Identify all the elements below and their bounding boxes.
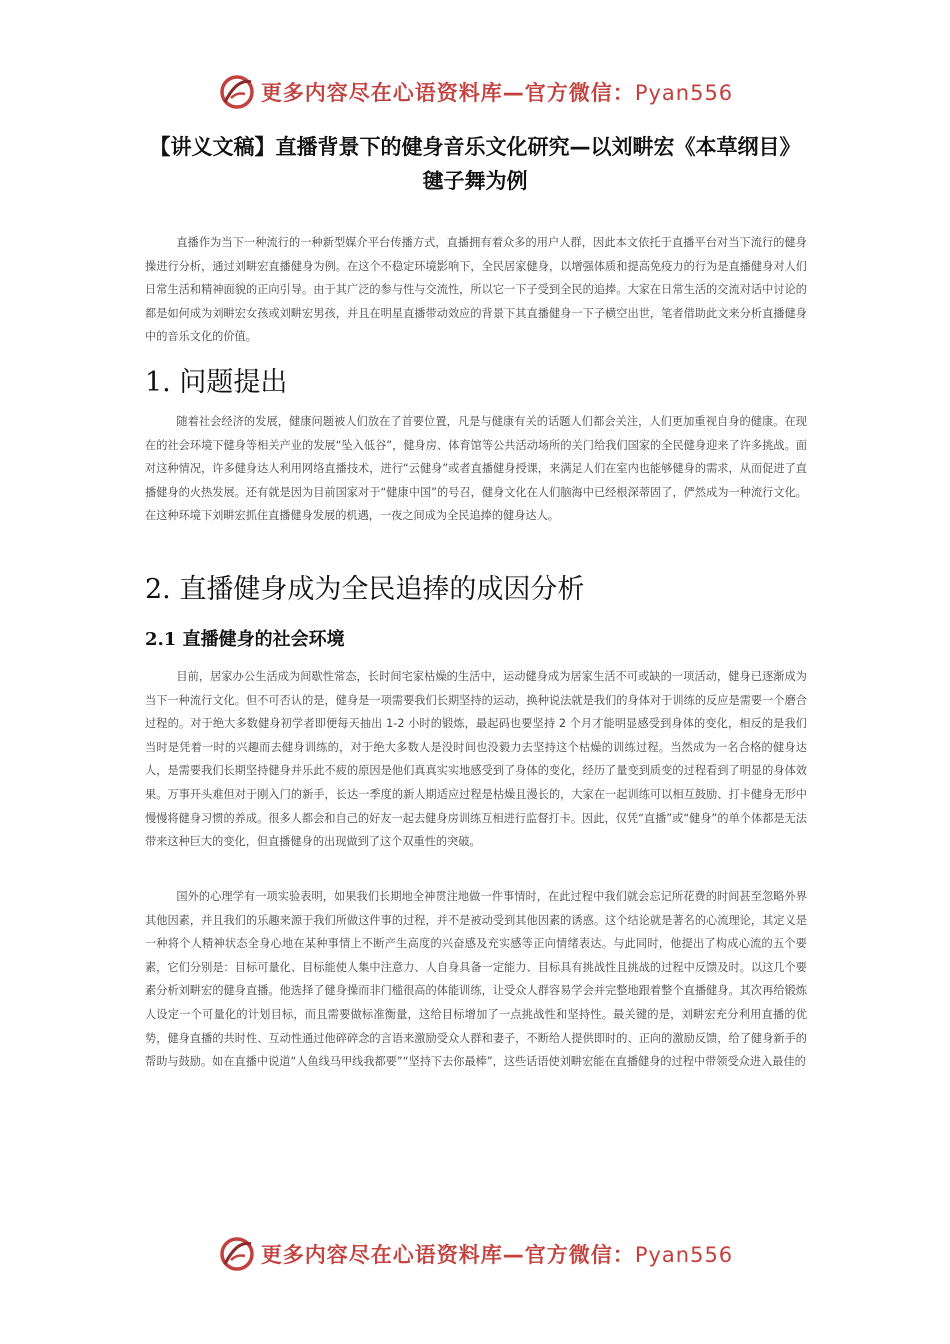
section-1-heading: 1. 问题提出 bbox=[145, 367, 288, 398]
brand-logo-icon bbox=[217, 72, 257, 112]
banner-text: 更多内容尽在心语资料库—官方微信：Pyan556 bbox=[260, 81, 734, 105]
title-line-2: 毽子舞为例 bbox=[422, 169, 528, 193]
section-2-heading: 2. 直播健身成为全民追捧的成因分析 bbox=[145, 574, 585, 605]
banner-wechat: Pyan556 bbox=[634, 81, 734, 105]
footer-banner bbox=[0, 1232, 950, 1276]
intro-paragraph: 直播作为当下一种流行的一种新型媒介平台传播方式，直播拥有着众多的用户人群，因此本文依托于直播平台对当下流行的健身操进行分析，通过刘畊宏直播健身为例。在这个不稳定环境影响下，全民居家健身，以增强体质和提高免疫力的行为是直播健身对人们日常生活和精神面貌的正向引导。由于其广泛的参与性与交流性，所以它一下子受到全民的追捧。大家在日常生活的交流对话中讨论的都是如何成为刘畊宏女孩或刘畊宏男孩，并且在明星直播带动效应的背景下其直播健身一下子横空出世，笔者借助此文来分析直播健身中的音乐文化的价值。 bbox=[145, 236, 807, 344]
brand-logo-icon bbox=[217, 1234, 257, 1274]
banner-text: 更多内容尽在心语资料库—官方微信：Pyan556 bbox=[260, 1243, 734, 1267]
header-banner bbox=[0, 70, 950, 114]
section-1-paragraph: 随着社会经济的发展，健康问题被人们放在了首要位置，凡是与健康有关的话题人们都会关注，人们更加重视自身的健康。在现在的社会环境下健身等相关产业的发展“坠入低谷”，健身房、体育馆等公共活动场所的关门给我们国家的全民健身迎来了许多挑战。面对这种情况，许多健身达人利用网络直播技术，进行“云健身”或者直播健身授课，来满足人们在室内也能够健身的需求，从而促进了直播健身的火热发展。还有就是因为目前国家对于“健康中国”的号召，健身文化在人们脑海中已经根深蒂固了，俨然成为一种流行文化。在这种环境下刘畊宏抓住直播健身发展的机遇，一夜之间成为全民追捧的健身达人。 bbox=[145, 415, 807, 523]
banner-wechat: Pyan556 bbox=[634, 1243, 734, 1267]
section-2-1-paragraph-2: 国外的心理学有一项实验表明，如果我们长期地全神贯注地做一件事情时，在此过程中我们就会忘记所花费的时间甚至忽略外界其他因素，并且我们的乐趣来源于我们所做这件事的过程，并不是被动受到其他因素的诱惑。这个结论就是著名的心流理论，其定义是一种将个人精神状态全身心地在某种事情上不断产生高度的兴奋感及充实感等正向情绪表达。与此同时，他提出了构成心流的五个要素，它们分别是：目标可量化、目标能使人集中注意力、人自身具备一定能力、目标具有挑战性且挑战的过程中反馈及时。以这几个要素分析刘畊宏的健身直播。他选择了健身操而非门槛很高的体能训练，让受众人群容易学会并完整地跟着整个直播健身。其次再给锻炼人设定一个可量化的计划目标，而且需要做标准衡量，这给目标增加了一点挑战性和坚持性。最关键的是，刘畊宏充分利用直播的优势，健身直播的共时性、互动性通过他碎碎念的言语来激励受众人群和妻子，不断给人提供即时的、正向的激励反馈，给了健身新手的帮助与鼓励。如在直播中说道“人鱼线马甲线我都要”“坚持下去你最棒”，这些话语使刘畊宏能在直播健身的过程中带领受众进入最佳的 bbox=[145, 890, 807, 1069]
title-line-1: 【讲义文稿】直播背景下的健身音乐文化研究—以刘畊宏《本草纲目》 bbox=[149, 135, 801, 159]
section-2-1-heading: 2.1 直播健身的社会环境 bbox=[145, 629, 345, 650]
page-title bbox=[80, 130, 870, 198]
section-2-1-paragraph-1: 目前，居家办公生活成为间歇性常态，长时间宅家枯燥的生活中，运动健身成为居家生活不可或缺的一项活动，健身已逐渐成为当下一种流行文化。但不可否认的是，健身是一项需要我们长期坚持的运动，换种说法就是我们的身体对于训练的反应是需要一个磨合过程的。对于绝大多数健身初学者即便每天抽出 1-2 小时的锻炼，最起码也要坚持 2 个月才能明显感受到身体的变化，相反的是我们当时是凭着一时的兴趣而去健身训练的，对于绝大多数人是没时间也没毅力去坚持这个枯燥的训练过程。当然成为一名合格的健身达人，是需要我们长期坚持健身并乐此不疲的原因是他们真真实实地感受到了身体的变化，经历了量变到质变的过程看到了明显的身体效果。万事开头难但对于刚入门的新手，长达一季度的新人期适应过程是枯燥且漫长的，大家在一起训练可以相互鼓励、打卡健身无形中慢慢将健身习惯的养成。很多人都会和自己的好友一起去健身房训练互相进行监督打卡。因此，仅凭“直播”或“健身”的单个体都是无法带来这种巨大的变化，但直播健身的出现做到了这个双重性的突破。 bbox=[145, 670, 807, 849]
